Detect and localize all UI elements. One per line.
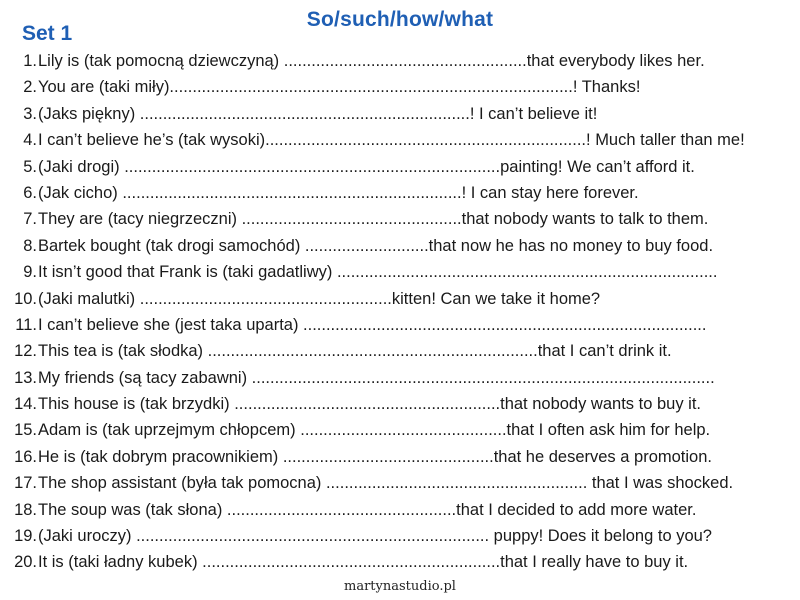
item-number: 20. bbox=[14, 553, 37, 572]
item-number: 13. bbox=[14, 368, 37, 387]
exercise-item-10 bbox=[0, 286, 800, 312]
item-text: (Jaki malutki) .......................................................kitten! Can we take it home? bbox=[38, 289, 601, 308]
exercise-item-18 bbox=[0, 497, 800, 523]
item-number: 1. bbox=[23, 52, 37, 70]
exercise-item-17 bbox=[0, 470, 800, 496]
exercise-item-7 bbox=[0, 206, 800, 232]
exercise-item-3 bbox=[0, 101, 800, 127]
exercise-item-1 bbox=[0, 48, 800, 74]
exercise-list bbox=[0, 48, 800, 576]
exercise-item-15 bbox=[0, 417, 800, 443]
item-number: 19. bbox=[14, 527, 37, 546]
item-text: Adam is (tak uprzejmym chłopcem) .............................................that I often ask him for help. bbox=[38, 421, 711, 440]
footer-website: martynastudio.pl bbox=[344, 579, 456, 594]
item-text: Bartek bought (tak drogi samochód) ...........................that now he has no money to buy food. bbox=[38, 236, 714, 255]
item-text: Lily is (tak pomocną dziewczyną) .....................................................that everybody likes her. bbox=[38, 52, 705, 70]
item-number: 17. bbox=[14, 474, 37, 493]
worksheet-title: So/such/how/what bbox=[306, 8, 494, 31]
item-number: 16. bbox=[14, 447, 37, 466]
item-text: I can’t believe he’s (tak wysoki)......................................................................! Much taller than me! bbox=[38, 131, 745, 150]
exercise-item-6 bbox=[0, 180, 800, 206]
exercise-item-12 bbox=[0, 338, 800, 364]
item-number: 6. bbox=[23, 183, 37, 202]
item-number: 4. bbox=[23, 131, 37, 150]
item-number: 9. bbox=[23, 263, 37, 282]
item-number: 10. bbox=[14, 289, 37, 308]
item-number: 2. bbox=[23, 78, 37, 97]
exercise-item-19 bbox=[0, 523, 800, 549]
item-text: They are (tacy niegrzeczni) ................................................that nobody wants to talk to them. bbox=[38, 210, 709, 229]
item-text: You are (taki miły)........................................................................................! Thanks! bbox=[38, 78, 641, 97]
item-number: 8. bbox=[23, 236, 37, 255]
item-text: My friends (są tacy zabawni) ..................................................................................................... bbox=[38, 368, 715, 387]
item-number: 15. bbox=[14, 421, 37, 440]
item-text: (Jaki drogi) ..................................................................................painting! We can’t afford it. bbox=[38, 157, 695, 176]
item-text: I can’t believe she (jest taka uparta) ........................................................................................ bbox=[38, 315, 707, 334]
exercise-item-13 bbox=[0, 365, 800, 391]
item-number: 7. bbox=[23, 210, 37, 229]
exercise-item-8 bbox=[0, 233, 800, 259]
item-number: 3. bbox=[23, 104, 37, 123]
item-text: It is (taki ładny kubek) .................................................................that I really have to buy it. bbox=[38, 553, 689, 572]
exercise-item-5 bbox=[0, 154, 800, 180]
item-number: 14. bbox=[14, 395, 37, 414]
item-text: The soup was (tak słona) ..................................................that I decided to add more water. bbox=[38, 500, 697, 519]
item-number: 18. bbox=[14, 500, 37, 519]
exercise-item-11 bbox=[0, 312, 800, 338]
exercise-item-16 bbox=[0, 444, 800, 470]
item-text: He is (tak dobrym pracownikiem) ..............................................that he deserves a promotion. bbox=[38, 447, 712, 466]
item-number: 12. bbox=[14, 342, 37, 361]
item-text: (Jaki uroczy) ............................................................................. puppy! Does it belong to you? bbox=[38, 527, 712, 546]
item-text: This tea is (tak słodka) ........................................................................that I can’t drink it. bbox=[38, 342, 672, 361]
set-label: Set 1 bbox=[22, 22, 73, 45]
exercise-item-2 bbox=[0, 74, 800, 100]
exercise-item-14 bbox=[0, 391, 800, 417]
item-text: The shop assistant (była tak pomocna) ......................................................... that I was shocked. bbox=[38, 474, 734, 493]
item-text: This house is (tak brzydki) ..........................................................that nobody wants to buy it. bbox=[38, 395, 701, 414]
exercise-item-9 bbox=[0, 259, 800, 285]
item-text: (Jak cicho) ..........................................................................! I can stay here forever. bbox=[38, 183, 639, 202]
item-text: (Jaks piękny) ........................................................................! I can’t believe it! bbox=[38, 104, 598, 123]
exercise-item-4 bbox=[0, 127, 800, 153]
item-text: It isn’t good that Frank is (taki gadatliwy) ................................................................................... bbox=[38, 263, 718, 282]
item-number: 5. bbox=[23, 157, 37, 176]
exercise-item-20 bbox=[0, 549, 800, 575]
item-number: 11. bbox=[15, 315, 37, 334]
